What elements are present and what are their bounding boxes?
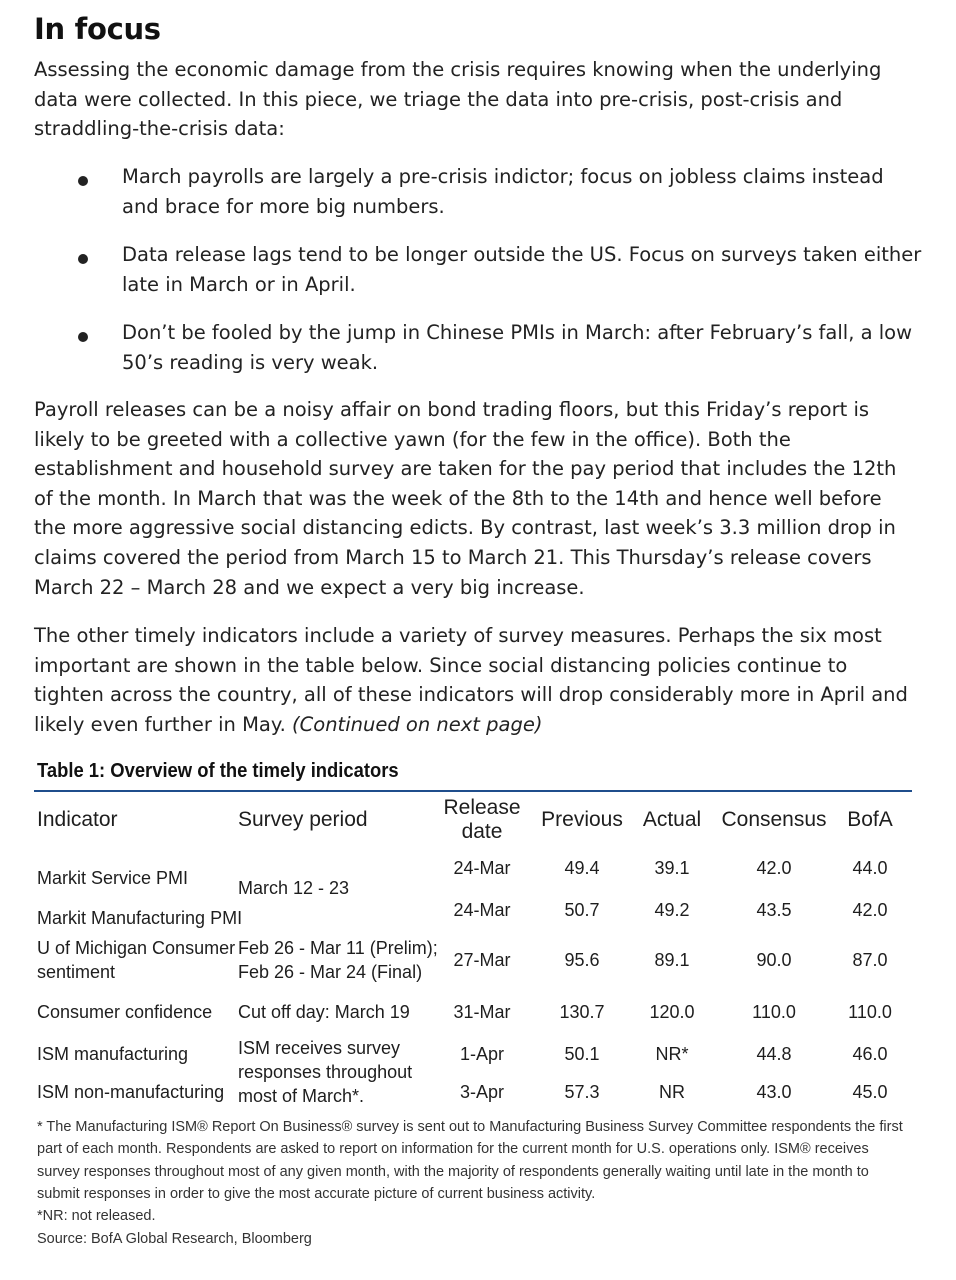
- ism-footnote: * The Manufacturing ISM® Report On Business® survey is sent out to Manufacturing Business Survey Committee respondents the first part of each month. Respondents are asked to report on information for the current month for U.S. operations only. ISM® receives survey responses throughout most of any given month, with the majority of respondents generally waiting until late in the month to submit responses in order to give the most accurate picture of current business activity.: [37, 1119, 903, 1203]
- cell-survey-ism: ISM receives survey: [238, 1038, 401, 1058]
- cell-bofa: 45.0: [852, 1082, 888, 1102]
- header-bofa: BofA: [847, 808, 893, 831]
- bullet-item: Don’t be fooled by the jump in Chinese PMIs in March: after February’s fall, a low 50’s reading is very weak.: [122, 321, 913, 374]
- cell-consensus: 90.0: [756, 950, 792, 970]
- bullet-item: March payrolls are largely a pre-crisis indictor; focus on jobless claims instead and brace for more big numbers.: [122, 165, 884, 218]
- cell-actual: 120.0: [649, 1002, 695, 1022]
- cell-consensus: 44.8: [756, 1044, 792, 1064]
- cell-previous: 50.1: [564, 1044, 600, 1064]
- header-release: Release: [443, 796, 521, 819]
- cell-actual: 89.1: [654, 950, 690, 970]
- cell-previous: 57.3: [564, 1082, 600, 1102]
- cell-release: 24-Mar: [453, 858, 511, 878]
- cell-survey-cont: Feb 26 - Mar 24 (Final): [238, 962, 423, 982]
- intro-paragraph: Assessing the economic damage from the crisis requires knowing when the underlying data were collected. In this piece, we triage the data into pre-crisis, post-crisis and straddling-the-crisis data:: [34, 58, 882, 141]
- cell-consensus: 43.5: [756, 900, 792, 920]
- section-heading: In focus: [34, 12, 161, 46]
- cell-indicator: Markit Manufacturing PMI: [37, 908, 243, 928]
- cell-actual: 49.2: [654, 900, 690, 920]
- bullet-dot: [78, 176, 88, 186]
- cell-survey: Feb 26 - Mar 11 (Prelim);: [238, 938, 438, 958]
- indicators-paragraph: [34, 621, 914, 739]
- cell-bofa: 42.0: [852, 900, 888, 920]
- header-indicator: Indicator: [37, 808, 118, 831]
- cell-bofa: 110.0: [848, 1002, 892, 1022]
- source-note: Source: BofA Global Research, Bloomberg: [37, 1231, 312, 1247]
- cell-release: 1-Apr: [459, 1044, 504, 1064]
- cell-survey-ism-cont2: most of March*.: [238, 1086, 365, 1106]
- bullet-dot: [78, 254, 88, 264]
- cell-indicator: Consumer confidence: [37, 1002, 213, 1022]
- header-survey-period: Survey period: [238, 808, 368, 831]
- cell-consensus: 43.0: [756, 1082, 792, 1102]
- cell-actual: NR: [659, 1082, 685, 1102]
- cell-survey-markit: March 12 - 23: [238, 878, 350, 898]
- cell-previous: 49.4: [564, 858, 600, 878]
- cell-previous: 95.6: [564, 950, 600, 970]
- header-actual: Actual: [642, 808, 702, 831]
- cell-bofa: 87.0: [852, 950, 888, 970]
- cell-bofa: 44.0: [852, 858, 888, 878]
- cell-indicator: U of Michigan Consumer: [37, 938, 236, 958]
- indicators-text: The other timely indicators include a variety of survey measures. Perhaps the six most important are shown in the table below. Since social distancing policies continue to tighten across the country, all of these indicators will drop considerably more in April and likely even further in May.: [34, 624, 908, 736]
- cell-previous: 130.7: [559, 1002, 605, 1022]
- cell-actual: NR*: [655, 1044, 689, 1064]
- cell-indicator: Markit Service PMI: [37, 868, 189, 888]
- header-date: date: [461, 820, 503, 843]
- cell-survey-ism-cont: responses throughout: [238, 1062, 413, 1082]
- cell-actual: 39.1: [654, 858, 690, 878]
- cell-release: 3-Apr: [459, 1082, 504, 1102]
- cell-consensus: 110.0: [752, 1002, 796, 1022]
- cell-survey: Cut off day: March 19: [238, 1002, 410, 1022]
- header-previous: Previous: [541, 808, 623, 831]
- continued-note: (Continued on next page): [292, 712, 543, 736]
- payroll-paragraph: Payroll releases can be a noisy affair on bond trading floors, but this Friday’s report is likely to be greeted with a collective yawn (for the few in the office). Both the establishment and household survey are taken for the pay period that includes the 12th of the month. In March that was the week of the 8th to the 14th and hence well before the more aggressive social distancing edicts. By contrast, last week’s 3.3 million drop in claims covered the period from March 15 to March 21. This Thursday’s release covers March 22 – March 28 and we expect a very big increase.: [34, 398, 897, 599]
- cell-indicator-cont: sentiment: [37, 962, 116, 982]
- cell-previous: 50.7: [564, 900, 600, 920]
- header-consensus: Consensus: [721, 808, 827, 831]
- cell-release: 31-Mar: [453, 1002, 511, 1022]
- cell-release: 24-Mar: [453, 900, 511, 920]
- cell-release: 27-Mar: [453, 950, 511, 970]
- cell-indicator: ISM manufacturing: [37, 1044, 189, 1064]
- nr-footnote: *NR: not released.: [37, 1208, 156, 1224]
- bullet-item: Data release lags tend to be longer outside the US. Focus on surveys taken either late in March or in April.: [122, 243, 922, 296]
- cell-consensus: 42.0: [756, 858, 792, 878]
- table-title-rule: [34, 790, 912, 792]
- bullet-dot: [78, 332, 88, 342]
- cell-indicator: ISM non-manufacturing: [37, 1082, 225, 1102]
- cell-bofa: 46.0: [852, 1044, 888, 1064]
- table-title: Table 1: Overview of the timely indicators: [37, 760, 399, 782]
